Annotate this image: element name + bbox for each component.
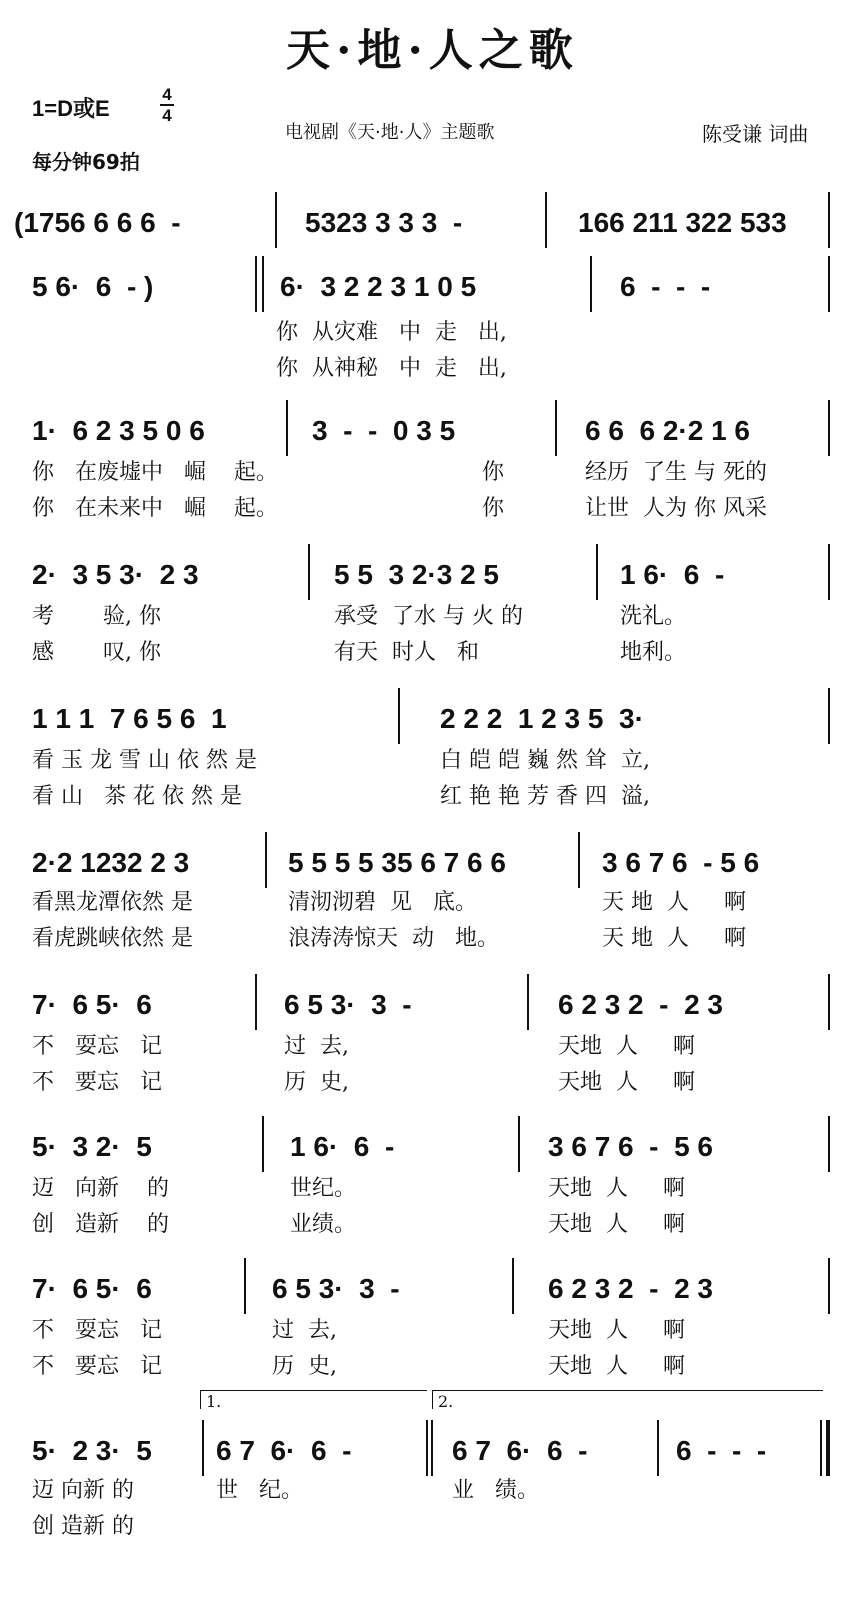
- lyric: 地利。: [620, 640, 687, 665]
- lyric: 感 叹, 你: [32, 640, 161, 665]
- lyric: 看 玉 龙 雪 山 依 然 是: [32, 748, 257, 773]
- measure: 6 5 3· 3 -: [272, 1273, 400, 1304]
- measure: 5 5 5 5 35 6 7 6 6: [288, 847, 506, 878]
- lyric: 洗礼。: [620, 604, 687, 629]
- repeat-start-barline: [255, 256, 257, 312]
- notes-row: [0, 988, 865, 1028]
- key-signature: 1=D或E: [32, 96, 110, 121]
- tempo-marking: 每分钟69拍: [32, 150, 140, 174]
- measure: 6 2 3 2 - 2 3: [558, 989, 723, 1020]
- lyric: 不 耍忘 记: [32, 1034, 162, 1059]
- lyric: 迈 向新 的: [32, 1176, 169, 1201]
- lyric: 天地 人 啊: [558, 1070, 695, 1095]
- lyric: 天 地 人 啊: [602, 926, 746, 951]
- lyric: 不 耍忘 记: [32, 1318, 162, 1343]
- lyric: 过 去,: [272, 1318, 337, 1343]
- barline: [828, 974, 830, 1030]
- barline: [262, 1116, 264, 1172]
- lyric: 过 去,: [284, 1034, 349, 1059]
- barline: [828, 1258, 830, 1314]
- measure: 1· 6 2 3 5 0 6: [32, 415, 205, 446]
- measure: (1756 6 6 6 -: [14, 207, 181, 238]
- notes-row: [0, 206, 865, 246]
- measure: 1 6· 6 -: [290, 1131, 395, 1162]
- measure: 3 6 7 6 - 5 6: [548, 1131, 713, 1162]
- volta-1-label: 1.: [206, 1392, 222, 1411]
- lyric: 看黑龙潭依然 是: [32, 890, 193, 915]
- barline: [512, 1258, 514, 1314]
- measure: 6 7 6· 6 -: [452, 1435, 588, 1466]
- lyric: 你 从灾难 中 走 出,: [276, 320, 507, 345]
- measure: 6 - - -: [620, 271, 711, 302]
- measure: 5· 3 2· 5: [32, 1131, 152, 1162]
- volta-bracket-1: [200, 1390, 427, 1409]
- lyric: 创 造新 的: [32, 1514, 134, 1539]
- repeat-end-barline: [426, 1420, 428, 1476]
- barline: [828, 256, 830, 312]
- lyric: 你 在未来中 崛 起。: [32, 496, 278, 521]
- time-signature-bottom: 4: [162, 106, 172, 125]
- lyric: 不 要忘 记: [32, 1354, 162, 1379]
- lyric: 看虎跳峡依然 是: [32, 926, 193, 951]
- measure: 1 6· 6 -: [620, 559, 725, 590]
- final-barline-thick: [826, 1420, 830, 1476]
- lyric: 经历 了生 与 死的: [585, 460, 767, 485]
- time-signature-top: 4: [162, 85, 172, 104]
- measure: 6 5 3· 3 -: [284, 989, 412, 1020]
- notes-row: [0, 1130, 865, 1170]
- repeat-start-barline: [262, 256, 264, 312]
- barline: [286, 400, 288, 456]
- barline: [828, 544, 830, 600]
- measure: 1 1 1 7 6 5 6 1: [32, 703, 227, 734]
- barline: [578, 832, 580, 888]
- barline: [244, 1258, 246, 1314]
- subtitle: 电视剧《天·地·人》主题歌: [285, 122, 495, 143]
- barline: [828, 192, 830, 248]
- lyric: 承受 了水 与 火 的: [334, 604, 523, 629]
- measure: 2 2 2 1 2 3 5 3·: [440, 703, 644, 734]
- barline: [545, 192, 547, 248]
- lyric: 世纪。: [290, 1176, 357, 1201]
- measure: 7· 6 5· 6: [32, 1273, 152, 1304]
- lyric: 天 地 人 啊: [602, 890, 746, 915]
- volta-bracket-2: [432, 1390, 823, 1409]
- lyric: 红 艳 艳 芳 香 四 溢,: [440, 784, 650, 809]
- barline: [265, 832, 267, 888]
- lyric: 你 从神秘 中 走 出,: [276, 356, 507, 381]
- notes-row: [0, 1272, 865, 1312]
- measure: 6 6 6 2·2 1 6: [585, 415, 751, 446]
- notes-row: [0, 846, 865, 886]
- measure: 3 6 7 6 - 5 6: [602, 847, 760, 878]
- time-signature: [160, 86, 174, 124]
- barline: [518, 1116, 520, 1172]
- measure: 7· 6 5· 6: [32, 989, 152, 1020]
- song-title: 天·地·人之歌: [286, 25, 579, 76]
- lyrics-verse-2: [0, 1514, 865, 1592]
- lyric: 浪涛涛惊天 动 地。: [288, 926, 499, 951]
- notes-row: [0, 270, 865, 310]
- measure: 166 211 322 533: [578, 207, 787, 238]
- measure: 5· 2 3· 5: [32, 1435, 152, 1466]
- barline: [275, 192, 277, 248]
- barline: [398, 688, 400, 744]
- lyric: 看 山 茶 花 依 然 是: [32, 784, 242, 809]
- lyric: 你: [482, 496, 505, 521]
- lyric: 天地 人 啊: [548, 1176, 685, 1201]
- barline: [202, 1420, 204, 1476]
- lyric: 天地 人 啊: [558, 1034, 695, 1059]
- lyric: 创 造新 的: [32, 1212, 169, 1237]
- measure: 5323 3 3 3 -: [305, 207, 463, 238]
- measure: 3 - - 0 3 5: [312, 415, 456, 446]
- lyric: 天地 人 啊: [548, 1354, 685, 1379]
- measure: 5 5 3 2·3 2 5: [334, 559, 500, 590]
- notes-row: [0, 702, 865, 742]
- lyric: 你 在废墟中 崛 起。: [32, 460, 278, 485]
- barline: [828, 400, 830, 456]
- volta-2-label: 2.: [438, 1392, 454, 1411]
- measure: 2·2 1232 2 3: [32, 847, 190, 878]
- lyric: 业 绩。: [452, 1478, 539, 1503]
- lyric: 让世 人为 你 风采: [585, 496, 767, 521]
- measure: 2· 3 5 3· 2 3: [32, 559, 199, 590]
- lyric: 有天 时人 和: [334, 640, 479, 665]
- barline: [828, 1116, 830, 1172]
- measure: 6 7 6· 6 -: [216, 1435, 352, 1466]
- repeat-end-barline: [431, 1420, 433, 1476]
- final-barline: [820, 1420, 822, 1476]
- composer-credit: 陈受谦 词曲: [702, 122, 809, 146]
- lyric: 白 皑 皑 巍 然 耸 立,: [440, 748, 650, 773]
- notes-row: [0, 558, 865, 598]
- lyric: 你: [482, 460, 505, 485]
- barline: [596, 544, 598, 600]
- lyric: 考 验, 你: [32, 604, 161, 629]
- notes-row: [0, 1434, 865, 1474]
- measure: 6 - - -: [676, 1435, 767, 1466]
- notes-row: [0, 414, 865, 454]
- lyric: 世 纪。: [216, 1478, 303, 1503]
- barline: [657, 1420, 659, 1476]
- barline: [555, 400, 557, 456]
- barline: [308, 544, 310, 600]
- lyric: 不 要忘 记: [32, 1070, 162, 1095]
- measure: 5 6· 6 - ): [32, 271, 154, 302]
- measure: 6 2 3 2 - 2 3: [548, 1273, 713, 1304]
- lyric: 迈 向新 的: [32, 1478, 134, 1503]
- lyric: 历 史,: [272, 1354, 337, 1379]
- measure: 6· 3 2 2 3 1 0 5: [280, 271, 477, 302]
- lyric: 天地 人 啊: [548, 1212, 685, 1237]
- lyric: 历 史,: [284, 1070, 349, 1095]
- barline: [527, 974, 529, 1030]
- barline: [590, 256, 592, 312]
- barline: [255, 974, 257, 1030]
- barline: [828, 688, 830, 744]
- lyric: 天地 人 啊: [548, 1318, 685, 1343]
- lyric: 清沏沏碧 见 底。: [288, 890, 477, 915]
- lyric: 业绩。: [290, 1212, 357, 1237]
